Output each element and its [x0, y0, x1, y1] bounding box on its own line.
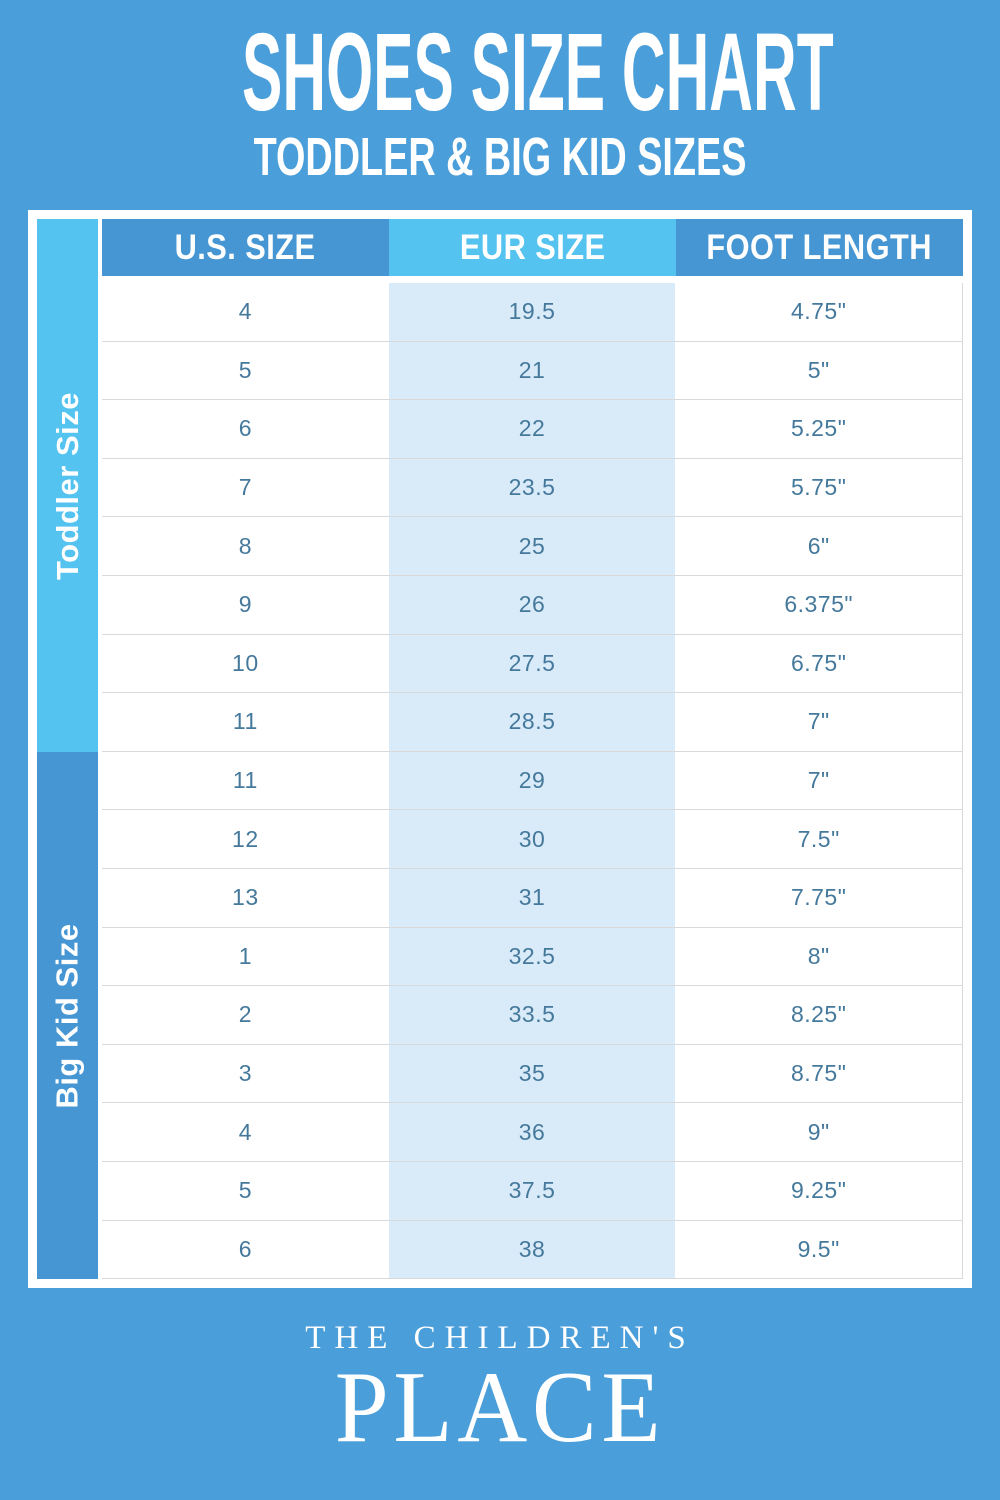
table-row — [102, 752, 963, 811]
table-row — [102, 459, 963, 518]
table-row — [102, 1045, 963, 1104]
brand-logo — [0, 1320, 1000, 1464]
page-title: SHOES SIZE CHART — [242, 11, 834, 134]
brand-logo-bottom-row — [0, 1351, 1000, 1464]
toddler-section-label: Toddler Size — [49, 391, 85, 580]
foot-length-column-header-label: FOOT LENGTH — [706, 228, 933, 267]
foot-length-cell: 7" — [807, 767, 830, 794]
us-size-cell: 2 — [238, 1001, 252, 1028]
table-row — [102, 928, 963, 987]
eur-size-column-header — [389, 219, 676, 276]
foot-length-cell: 5.25" — [790, 415, 847, 442]
size-table-panel — [28, 210, 972, 1288]
table-row — [102, 283, 963, 342]
table-row — [102, 869, 963, 928]
foot-length-cell: 6" — [807, 532, 830, 559]
table-row — [102, 400, 963, 459]
foot-length-cell: 4.75" — [790, 298, 847, 325]
eur-size-cell: 29 — [389, 752, 676, 810]
foot-length-cell: 5" — [807, 356, 830, 383]
size-table — [102, 219, 963, 1279]
eur-size-cell: 35 — [389, 1045, 676, 1103]
us-size-cell: 6 — [238, 415, 252, 442]
table-row — [102, 1162, 963, 1221]
table-row — [102, 1221, 963, 1280]
foot-length-cell: 8.75" — [790, 1060, 847, 1087]
page-subtitle-row — [0, 127, 1000, 187]
size-table-layout — [37, 219, 963, 1279]
eur-size-cell: 37.5 — [389, 1162, 676, 1220]
table-row — [102, 576, 963, 635]
us-size-cell: 11 — [232, 708, 258, 735]
table-row — [102, 342, 963, 401]
table-row — [102, 517, 963, 576]
us-size-cell: 12 — [232, 825, 259, 852]
us-size-column-header-label: U.S. SIZE — [175, 228, 316, 267]
eur-size-cell: 33.5 — [389, 986, 676, 1044]
eur-size-cell: 38 — [389, 1221, 676, 1279]
us-size-cell: 13 — [232, 884, 259, 911]
big-kid-section-label: Big Kid Size — [49, 922, 85, 1109]
eur-size-cell: 27.5 — [389, 635, 676, 693]
eur-size-cell: 19.5 — [389, 283, 676, 341]
foot-length-cell: 8" — [807, 942, 830, 969]
table-row — [102, 986, 963, 1045]
foot-length-cell: 8.25" — [790, 1001, 847, 1028]
eur-size-cell: 36 — [389, 1103, 676, 1161]
us-size-cell: 9 — [238, 591, 252, 618]
foot-length-column-header — [676, 219, 963, 276]
eur-size-cell: 22 — [389, 400, 676, 458]
eur-size-cell: 30 — [389, 810, 676, 868]
foot-length-cell: 9.25" — [790, 1177, 847, 1204]
eur-size-cell: 32.5 — [389, 928, 676, 986]
foot-length-cell: 9.5" — [797, 1235, 840, 1262]
eur-size-cell: 25 — [389, 517, 676, 575]
us-size-cell: 8 — [238, 532, 252, 559]
eur-size-cell: 31 — [389, 869, 676, 927]
brand-logo-bottom-line: PLACE — [334, 1351, 666, 1464]
foot-length-cell: 7.75" — [790, 884, 847, 911]
eur-size-cell: 23.5 — [389, 459, 676, 517]
us-size-cell: 11 — [232, 767, 258, 794]
foot-length-cell: 7.5" — [797, 825, 840, 852]
us-size-cell: 3 — [238, 1060, 252, 1087]
eur-size-cell: 28.5 — [389, 693, 676, 751]
table-row — [102, 1103, 963, 1162]
toddler-section-band — [37, 219, 98, 752]
foot-length-cell: 6.75" — [790, 649, 847, 676]
foot-length-cell: 5.75" — [790, 474, 847, 501]
us-size-cell: 7 — [238, 474, 252, 501]
big-kid-section-band — [37, 752, 98, 1279]
us-size-column-header — [102, 219, 389, 276]
foot-length-cell: 6.375" — [784, 591, 854, 618]
us-size-cell: 1 — [238, 942, 252, 969]
page-subtitle: TODDLER & BIG KID SIZES — [253, 127, 747, 187]
us-size-cell: 4 — [238, 1118, 252, 1145]
us-size-cell: 5 — [238, 356, 252, 383]
us-size-cell: 5 — [238, 1177, 252, 1204]
table-header-row — [102, 219, 963, 276]
brand-logo-top-line: THE CHILDREN'S — [305, 1320, 695, 1356]
table-row — [102, 810, 963, 869]
us-size-cell: 10 — [232, 649, 259, 676]
eur-size-cell: 26 — [389, 576, 676, 634]
us-size-cell: 6 — [238, 1235, 252, 1262]
table-row — [102, 635, 963, 694]
us-size-cell: 4 — [238, 298, 252, 325]
table-row — [102, 693, 963, 752]
table-body — [102, 283, 963, 1279]
foot-length-cell: 7" — [807, 708, 830, 735]
section-sidebar — [37, 219, 98, 1279]
poster-header — [0, 11, 1000, 187]
eur-size-column-header-label: EUR SIZE — [459, 228, 606, 267]
foot-length-cell: 9" — [807, 1118, 830, 1145]
eur-size-cell: 21 — [389, 342, 676, 400]
